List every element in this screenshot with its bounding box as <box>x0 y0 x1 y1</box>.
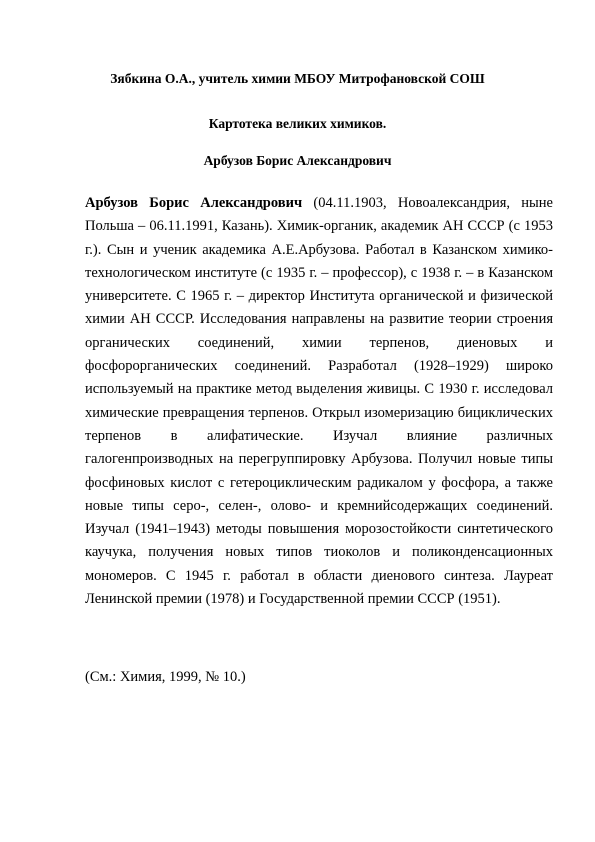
biography-text: (04.11.1903, Новоалександрия, ныне Польша – 06.11.1991, Казань). Химик-органик, академик АН СССР (с 1953 г.). Сын и ученик академика А.Е.Арбузова. Работал в Казанском химико-технологическом институте (с 1935 г. – профессор), с 1938 г. – в Казанском университете. С 1965 г. – директор Института органической и физической химии АН СССР. Исследования направлены на развитие теории строения органических соединений, химии терпенов, диеновых и фосфорорганических соединений. Разработал (1928–1929) широко используемый на практике метод выделения живицы. С 1930 г. исследовал химические превращения терпенов. Открыл изомеризацию бициклических терпенов в алифатические. Изучал влияние различных галогенпроизводных на перегруппировку Арбузова. Получил новые типы фосфиновых кислот с гетероциклическим радикалом у фосфора, а также новые типы серо-, селен-, олово- и кремнийсодержащих соединений. Изучал (1941–1943) методы повышения морозостойкости синтетического каучука, получения новых типов тиоколов и поликонденсационных мономеров. С 1945 г. работал в области диенового синтеза. Лауреат Ленинской премии (1978) и Государственной премии СССР (1951). <box>85 195 553 608</box>
biography-paragraph <box>85 192 553 611</box>
author-line: Зябкина О.А., учитель химии МБОУ Митрофановской СОШ <box>110 71 485 86</box>
biography-lead-name: Арбузов Борис Александрович <box>85 195 303 211</box>
document-title: Картотека великих химиков. <box>208 116 387 131</box>
source-citation: (См.: Химия, 1999, № 10.) <box>85 669 246 685</box>
person-name-heading: Арбузов Борис Александрович <box>203 153 392 168</box>
